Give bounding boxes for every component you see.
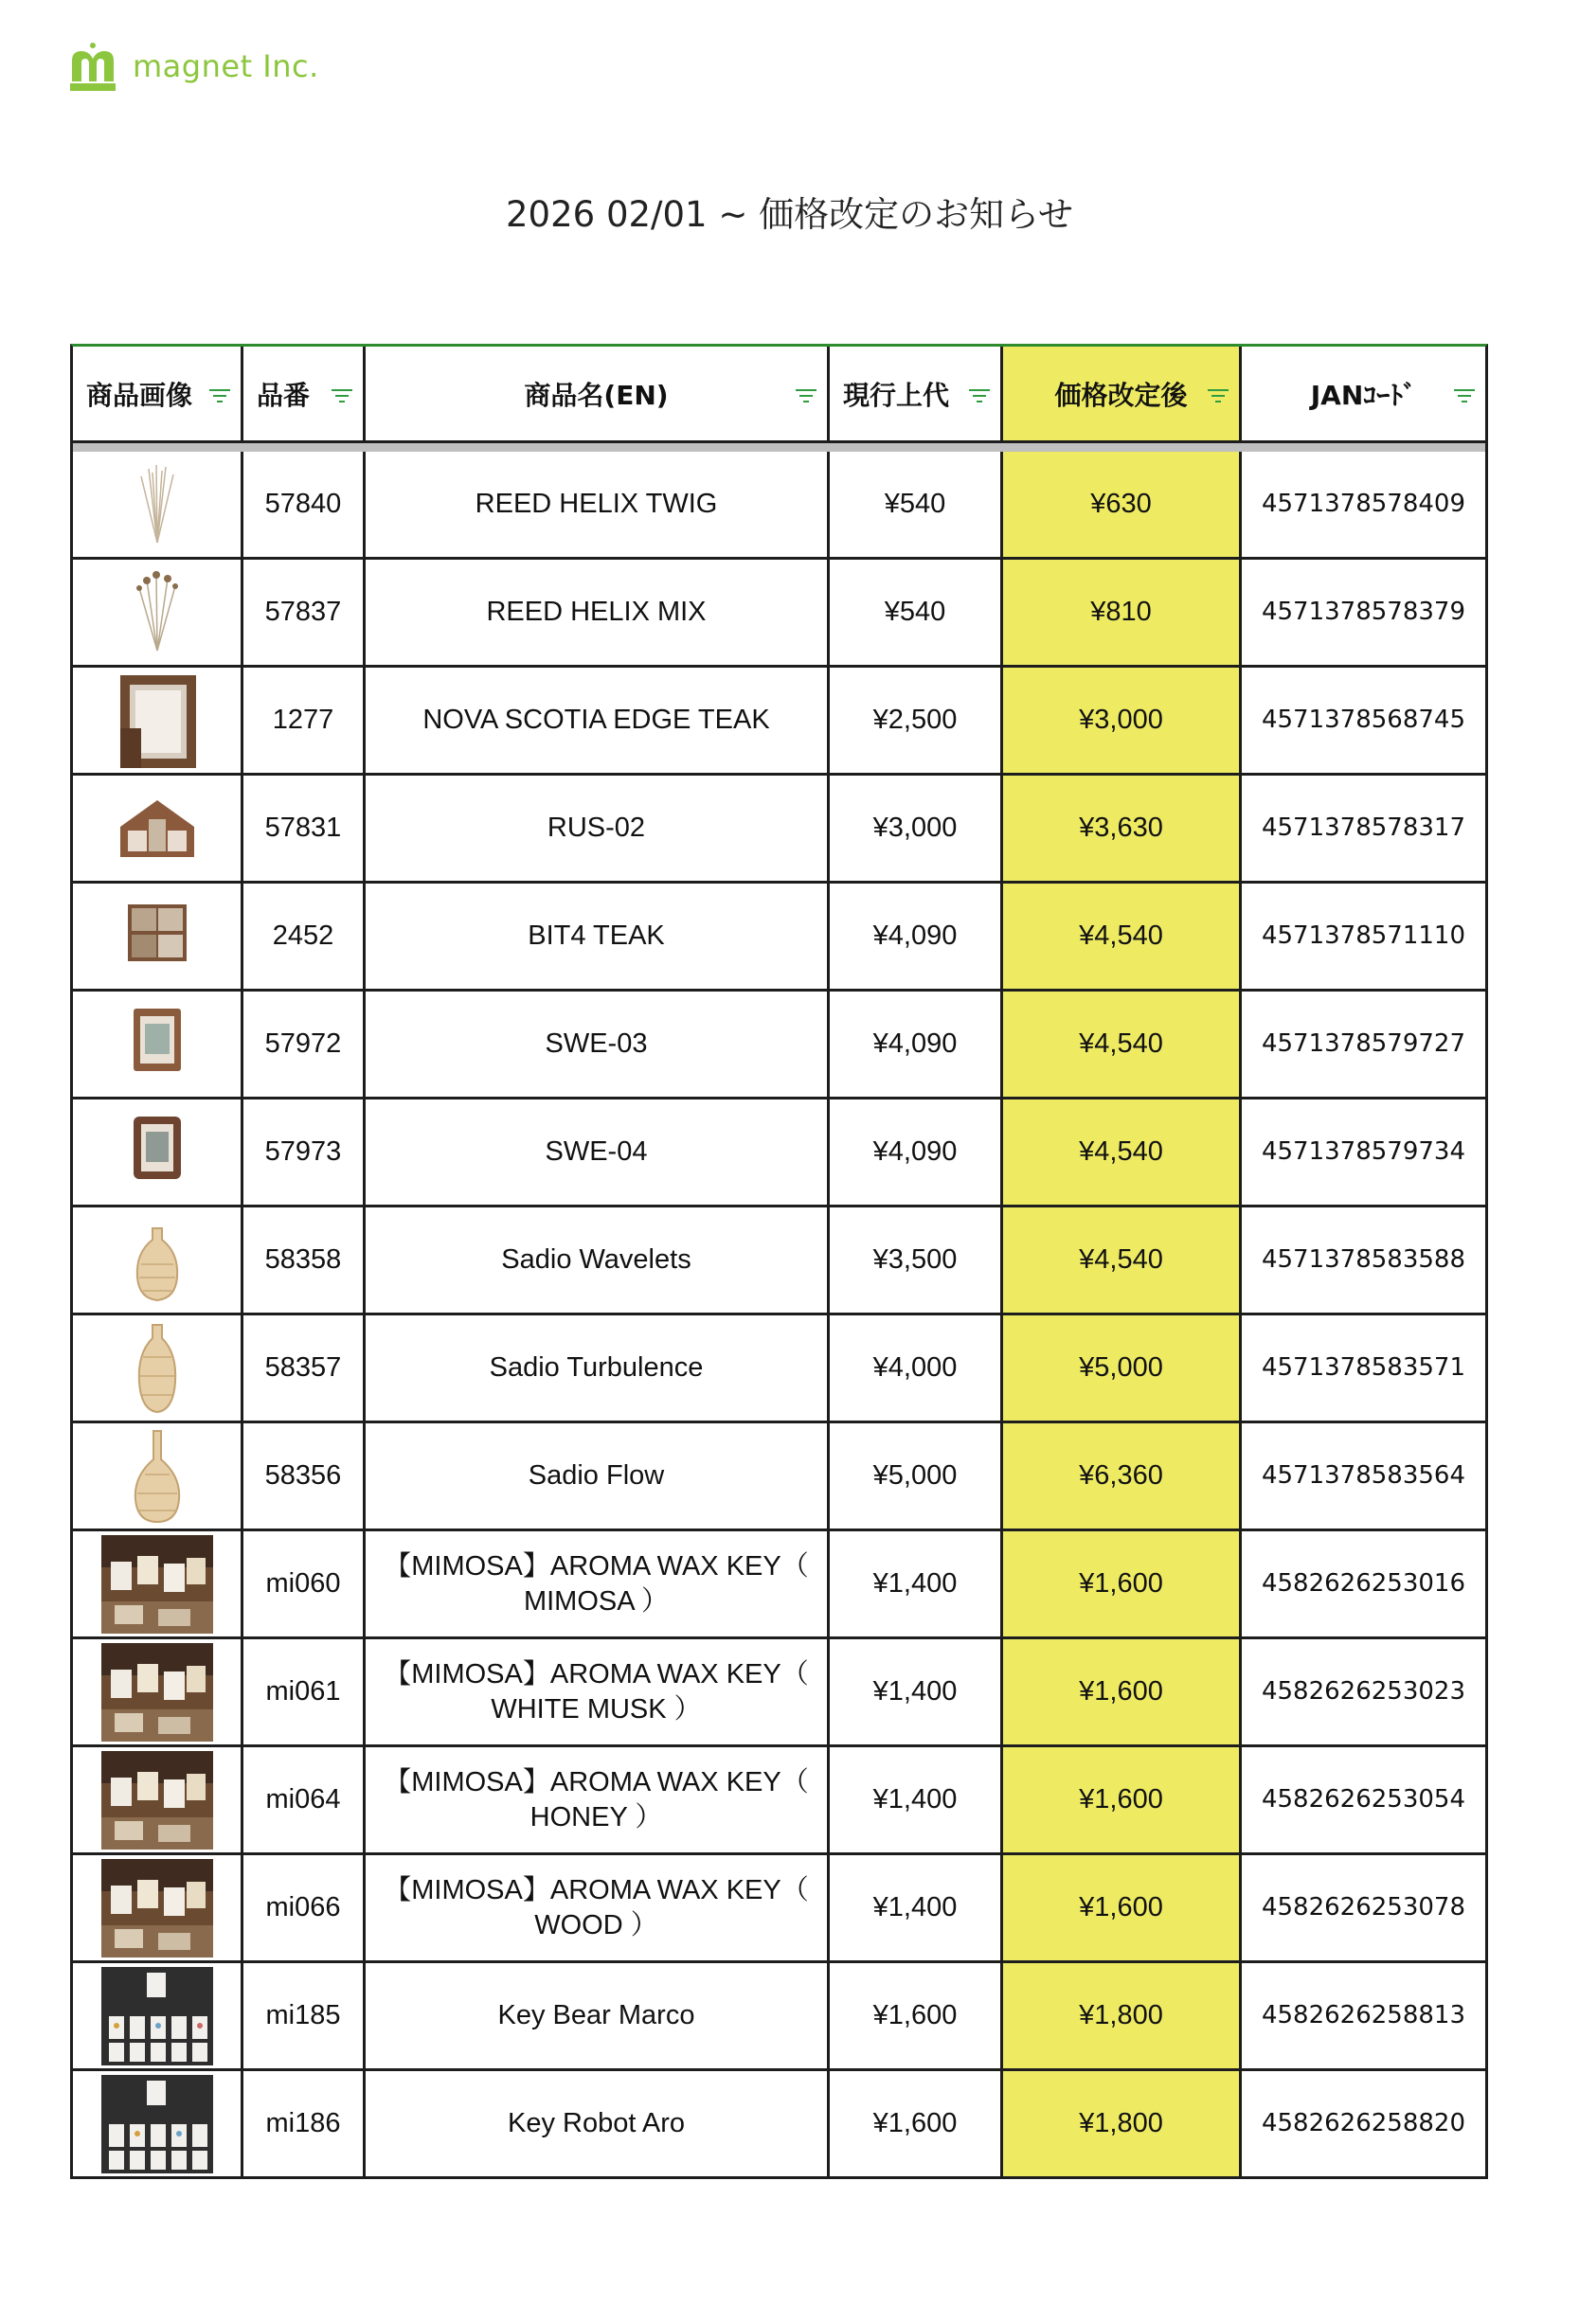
wood-frame-thumbnail	[101, 1103, 213, 1202]
product-image-cell	[73, 992, 243, 1097]
table-row	[70, 1639, 1488, 1747]
product-image-cell	[73, 2071, 243, 2176]
product-code: mi060	[243, 1531, 366, 1636]
table-row	[70, 992, 1488, 1099]
jan-code: 4571378583571	[1261, 1353, 1466, 1383]
current-price: ¥4,000	[830, 1315, 1003, 1421]
keychain-display-thumbnail	[101, 1967, 213, 2065]
header-code[interactable]	[243, 347, 366, 440]
product-name: 【MIMOSA】AROMA WAX KEY（ WHITE MUSK ）	[366, 1639, 830, 1744]
product-image-cell	[73, 560, 243, 665]
filter-icon[interactable]	[1207, 388, 1229, 403]
table-row	[70, 1423, 1488, 1531]
jan-code: 4571378579727	[1261, 1029, 1466, 1059]
table-row	[70, 2071, 1488, 2179]
product-image-cell	[73, 1855, 243, 1960]
aroma-wax-thumbnail	[101, 1535, 213, 1634]
aroma-wax-thumbnail	[101, 1751, 213, 1850]
current-price: ¥4,090	[830, 884, 1003, 989]
new-price: ¥1,600	[1003, 1639, 1242, 1744]
jan-code: 4582626253078	[1261, 1893, 1466, 1922]
teak-frame-thumbnail	[101, 671, 213, 770]
jan-code: 4571378583588	[1261, 1245, 1466, 1275]
product-image-cell	[73, 1315, 243, 1421]
table-row	[70, 668, 1488, 776]
product-name: SWE-04	[366, 1099, 830, 1205]
product-code: 58357	[243, 1315, 366, 1421]
product-name: Sadio Flow	[366, 1423, 830, 1528]
header-name-label: 商品名(EN)	[524, 379, 669, 411]
product-name: BIT4 TEAK	[366, 884, 830, 989]
table-row	[70, 452, 1488, 560]
house-frame-thumbnail	[101, 779, 213, 878]
reed-mix-thumbnail	[101, 563, 213, 662]
current-price: ¥3,000	[830, 776, 1003, 881]
current-price: ¥4,090	[830, 992, 1003, 1097]
new-price: ¥4,540	[1003, 884, 1242, 989]
table-row	[70, 776, 1488, 884]
header-current-price-label: 現行上代	[843, 379, 950, 411]
aroma-wax-thumbnail	[101, 1643, 213, 1742]
table-row	[70, 1855, 1488, 1963]
header-divider	[70, 443, 1488, 452]
jan-code: 4571378579734	[1261, 1137, 1466, 1167]
filter-icon[interactable]	[331, 388, 353, 403]
product-image-cell	[73, 1099, 243, 1205]
product-name: SWE-03	[366, 992, 830, 1097]
product-code: mi186	[243, 2071, 366, 2176]
new-price: ¥4,540	[1003, 992, 1242, 1097]
product-image-cell	[73, 1531, 243, 1636]
product-code: 57837	[243, 560, 366, 665]
product-image-cell	[73, 1747, 243, 1852]
product-image-cell	[73, 668, 243, 773]
product-name: NOVA SCOTIA EDGE TEAK	[366, 668, 830, 773]
product-image-cell	[73, 1963, 243, 2068]
new-price: ¥3,630	[1003, 776, 1242, 881]
header-name[interactable]	[366, 347, 830, 440]
product-code: 57972	[243, 992, 366, 1097]
product-image-cell	[73, 884, 243, 989]
jan-code: 4571378578409	[1261, 490, 1466, 519]
jan-code: 4582626253016	[1261, 1569, 1466, 1599]
product-name: REED HELIX TWIG	[366, 452, 830, 557]
new-price: ¥3,000	[1003, 668, 1242, 773]
header-jan[interactable]	[1242, 347, 1485, 440]
header-jan-label: JANｺｰﾄﾞ	[1310, 379, 1417, 411]
header-current-price[interactable]	[830, 347, 1003, 440]
jan-code: 4582626253054	[1261, 1785, 1466, 1815]
jan-code: 4571378578317	[1261, 813, 1466, 843]
new-price: ¥1,600	[1003, 1747, 1242, 1852]
product-code: 57831	[243, 776, 366, 881]
wood-frame-thumbnail	[101, 995, 213, 1094]
current-price: ¥1,400	[830, 1531, 1003, 1636]
product-name: 【MIMOSA】AROMA WAX KEY（ WOOD ）	[366, 1855, 830, 1960]
current-price: ¥1,400	[830, 1747, 1003, 1852]
new-price: ¥1,800	[1003, 2071, 1242, 2176]
jan-code: 4582626258820	[1261, 2109, 1466, 2138]
table-row	[70, 1747, 1488, 1855]
filter-icon[interactable]	[968, 388, 991, 403]
reed-twig-thumbnail	[101, 456, 213, 554]
product-name: 【MIMOSA】AROMA WAX KEY（ HONEY ）	[366, 1747, 830, 1852]
product-code: 1277	[243, 668, 366, 773]
current-price: ¥1,600	[830, 2071, 1003, 2176]
header-code-label: 品番	[257, 379, 311, 411]
product-image-cell	[73, 1423, 243, 1528]
product-name: Sadio Turbulence	[366, 1315, 830, 1421]
product-image-cell	[73, 452, 243, 557]
product-code: 57973	[243, 1099, 366, 1205]
current-price: ¥4,090	[830, 1099, 1003, 1205]
product-name: REED HELIX MIX	[366, 560, 830, 665]
current-price: ¥1,400	[830, 1855, 1003, 1960]
product-code: mi064	[243, 1747, 366, 1852]
vase-thumbnail	[101, 1319, 213, 1418]
table-row	[70, 1531, 1488, 1639]
crown-m-logo-icon	[68, 40, 117, 93]
jan-code: 4571378571110	[1261, 921, 1466, 951]
jan-code: 4571378578379	[1261, 598, 1466, 627]
new-price: ¥5,000	[1003, 1315, 1242, 1421]
product-image-cell	[73, 776, 243, 881]
multi-frame-thumbnail	[101, 887, 213, 986]
jan-code: 4571378568745	[1261, 706, 1466, 735]
brand-name: magnet Inc.	[133, 48, 319, 84]
product-code: mi061	[243, 1639, 366, 1744]
header-image-label: 商品画像	[86, 379, 193, 411]
new-price: ¥630	[1003, 452, 1242, 557]
product-name: 【MIMOSA】AROMA WAX KEY（ MIMOSA ）	[366, 1531, 830, 1636]
table-row	[70, 1963, 1488, 2071]
product-code: mi185	[243, 1963, 366, 2068]
jan-code: 4582626258813	[1261, 2001, 1466, 2030]
product-name: Sadio Wavelets	[366, 1207, 830, 1313]
product-image-cell	[73, 1207, 243, 1313]
table-row	[70, 560, 1488, 668]
current-price: ¥540	[830, 452, 1003, 557]
product-code: mi066	[243, 1855, 366, 1960]
product-name: RUS-02	[366, 776, 830, 881]
current-price: ¥3,500	[830, 1207, 1003, 1313]
new-price: ¥1,600	[1003, 1855, 1242, 1960]
filter-icon[interactable]	[1453, 388, 1476, 403]
table-row	[70, 1207, 1488, 1315]
aroma-wax-thumbnail	[101, 1859, 213, 1958]
price-table	[70, 344, 1488, 2179]
table-row	[70, 884, 1488, 992]
new-price: ¥6,360	[1003, 1423, 1242, 1528]
current-price: ¥1,600	[830, 1963, 1003, 2068]
current-price: ¥540	[830, 560, 1003, 665]
table-header	[70, 344, 1488, 443]
current-price: ¥5,000	[830, 1423, 1003, 1528]
header-new-price[interactable]	[1003, 347, 1242, 440]
brand-logo	[68, 40, 319, 93]
header-new-price-label: 価格改定後	[1054, 379, 1188, 411]
new-price: ¥1,600	[1003, 1531, 1242, 1636]
new-price: ¥4,540	[1003, 1207, 1242, 1313]
product-name: Key Bear Marco	[366, 1963, 830, 2068]
current-price: ¥2,500	[830, 668, 1003, 773]
vase-thumbnail	[101, 1427, 213, 1526]
filter-icon[interactable]	[208, 388, 231, 403]
current-price: ¥1,400	[830, 1639, 1003, 1744]
jan-code: 4582626253023	[1261, 1677, 1466, 1707]
vase-thumbnail	[101, 1211, 213, 1310]
new-price: ¥4,540	[1003, 1099, 1242, 1205]
filter-icon[interactable]	[795, 388, 817, 403]
table-row	[70, 1315, 1488, 1423]
jan-code: 4571378583564	[1261, 1461, 1466, 1491]
product-code: 2452	[243, 884, 366, 989]
product-code: 57840	[243, 452, 366, 557]
product-name: Key Robot Aro	[366, 2071, 830, 2176]
table-row	[70, 1099, 1488, 1207]
new-price: ¥810	[1003, 560, 1242, 665]
page-title: 2026 02/01 ~ 価格改定のお知らせ	[506, 194, 1073, 235]
product-code: 58358	[243, 1207, 366, 1313]
keychain-display-thumbnail	[101, 2075, 213, 2173]
product-code: 58356	[243, 1423, 366, 1528]
header-image[interactable]	[73, 347, 243, 440]
new-price: ¥1,800	[1003, 1963, 1242, 2068]
product-image-cell	[73, 1639, 243, 1744]
